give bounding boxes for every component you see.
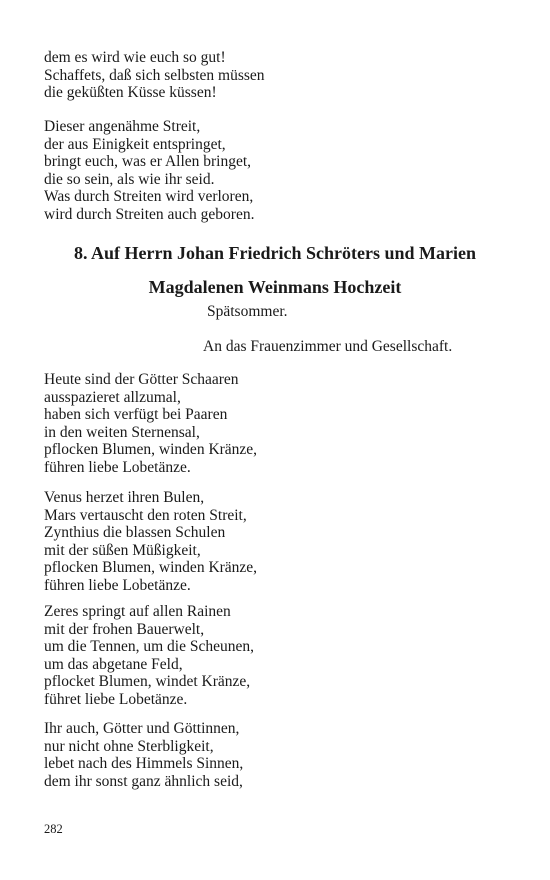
verse-line: Schaffets, daß sich selbsten müssen bbox=[44, 66, 265, 84]
poem-season: Spätsommer. bbox=[207, 303, 288, 320]
poem-dedication: An das Frauenzimmer und Gesellschaft. bbox=[203, 338, 453, 355]
stanza bbox=[44, 489, 257, 595]
stanza bbox=[44, 371, 257, 477]
verse-line: Ihr auch, Götter und Göttinnen, bbox=[44, 720, 240, 737]
verse-line: mit der frohen Bauerwelt, bbox=[44, 620, 205, 638]
verse-line: Heute sind der Götter Schaaren bbox=[44, 371, 239, 388]
verse-line: führen liebe Lobetänze. bbox=[44, 576, 191, 594]
verse-line: bringt euch, was er Allen bringet, bbox=[44, 153, 252, 171]
stanza bbox=[44, 118, 254, 224]
verse-line: Dieser angenähme Streit, bbox=[44, 118, 201, 135]
verse-line: lebet nach des Himmels Sinnen, bbox=[44, 755, 244, 773]
verse-line: führet liebe Lobetänze. bbox=[44, 690, 188, 708]
verse-line: pflocket Blumen, windet Kränze, bbox=[44, 673, 251, 691]
verse-line: Zeres springt auf allen Rainen bbox=[44, 603, 231, 620]
verse-line: Zynthius die blassen Schulen bbox=[44, 524, 226, 542]
verse-line: dem es wird wie euch so gut! bbox=[44, 49, 226, 66]
verse-line: haben sich verfügt bei Paaren bbox=[44, 406, 228, 424]
verse-line: führen liebe Lobetänze. bbox=[44, 458, 191, 476]
verse-line: Venus herzet ihren Bulen, bbox=[44, 489, 205, 506]
page-number: 282 bbox=[44, 822, 63, 836]
stanza bbox=[44, 720, 243, 790]
verse-line: die geküßten Küsse küssen! bbox=[44, 84, 217, 102]
verse-line: dem ihr sonst ganz ähnlich seid, bbox=[44, 772, 243, 790]
verse-line: wird durch Streiten auch geboren. bbox=[44, 205, 255, 223]
verse-line: Mars vertauscht den roten Streit, bbox=[44, 506, 247, 524]
verse-line: pflocken Blumen, winden Kränze, bbox=[44, 559, 258, 577]
verse-line: um das abgetane Feld, bbox=[44, 655, 183, 673]
verse-line: nur nicht ohne Sterbligkeit, bbox=[44, 737, 214, 755]
verse-line: der aus Einigkeit entspringet, bbox=[44, 135, 226, 153]
verse-line: Was durch Streiten wird verloren, bbox=[44, 188, 254, 206]
verse-line: ausspazieret allzumal, bbox=[44, 388, 181, 406]
stanza bbox=[44, 603, 254, 709]
verse-line: in den weiten Sternensal, bbox=[44, 423, 200, 441]
verse-line: um die Tennen, um die Scheunen, bbox=[44, 638, 254, 656]
verse-line: die so sein, als wie ihr seid. bbox=[44, 170, 215, 188]
verse-line: mit der süßen Müßigkeit, bbox=[44, 541, 201, 559]
stanza bbox=[44, 49, 265, 102]
poem-title-line-1: 8. Auf Herrn Johan Friedrich Schröters und Marien bbox=[74, 243, 476, 263]
poem-title-line-2: Magdalenen Weinmans Hochzeit bbox=[148, 277, 402, 297]
verse-line: pflocken Blumen, winden Kränze, bbox=[44, 441, 258, 459]
